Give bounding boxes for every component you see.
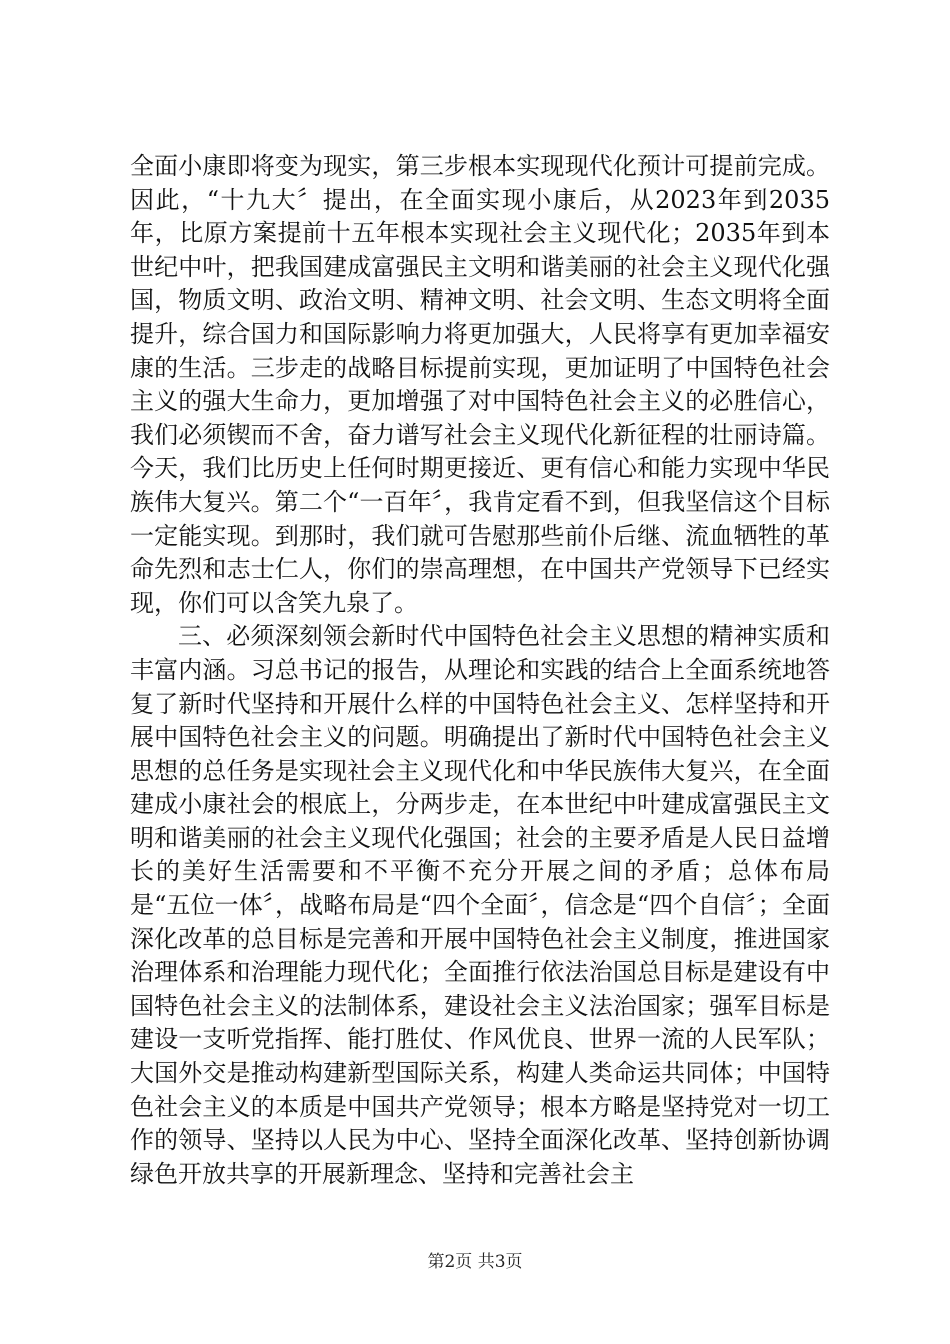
document-body xyxy=(130,150,830,1191)
page-number-footer: 第2页 共3页 xyxy=(427,1252,523,1272)
paragraph-continuation: 全面小康即将变为现实，第三步根本实现现代化预计可提前完成。因此，“十九大〞提出，在全面实现小康后，从2023年到2035年，比原方案提前十五年根本实现社会主义现代化；2035年到本世纪中叶，把我国建成富强民主文明和谐美丽的社会主义现代化强国，物质文明、政治文明、精神文明、社会文明、生态文明将全面提升，综合国力和国际影响力将更加强大，人民将享有更加幸福安康的生活。三步走的战略目标提前实现，更加证明了中国特色社会主义的强大生命力，更加增强了对中国特色社会主义的必胜信心，我们必须锲而不舍，奋力谱写社会主义现代化新征程的壮丽诗篇。今天，我们比历史上任何时期更接近、更有信心和能力实现中华民族伟大复兴。第二个“一百年〞，我肯定看不到，但我坚信这个目标一定能实现。到那时，我们就可告慰那些前仆后继、流血牺牲的革命先烈和志士仁人，你们的崇高理想，在中国共产党领导下已经实现，你们可以含笑九泉了。 xyxy=(130,152,830,617)
paragraph-section-three: 三、必须深刻领会新时代中国特色社会主义思想的精神实质和丰富内涵。习总书记的报告，从理论和实践的结合上全面系统地答复了新时代坚持和开展什么样的中国特色社会主义、怎样坚持和开展中国特色社会主义的问题。明确提出了新时代中国特色社会主义思想的总任务是实现社会主义现代化和中华民族伟大复兴，在全面建成小康社会的根底上，分两步走，在本世纪中叶建成富强民主文明和谐美丽的社会主义现代化强国；社会的主要矛盾是人民日益增长的美好生活需要和不平衡不充分开展之间的矛盾；总体布局是“五位一体〞，战略布局是“四个全面〞，信念是“四个自信〞；全面深化改革的总目标是完善和开展中国特色社会主义制度，推进国家治理体系和治理能力现代化；全面推行依法治国总目标是建设有中国特色社会主义的法制体系，建设社会主义法治国家；强军目标是建设一支听党指挥、能打胜仗、作风优良、世界一流的人民军队；大国外交是推动构建新型国际关系，构建人类命运共同体；中国特色社会主义的本质是中国共产党领导；根本方略是坚持党对一切工作的领导、坚持以人民为中心、坚持全面深化改革、坚持创新协调绿色开放共享的开展新理念、坚持和完善社会主 xyxy=(130,622,830,1188)
